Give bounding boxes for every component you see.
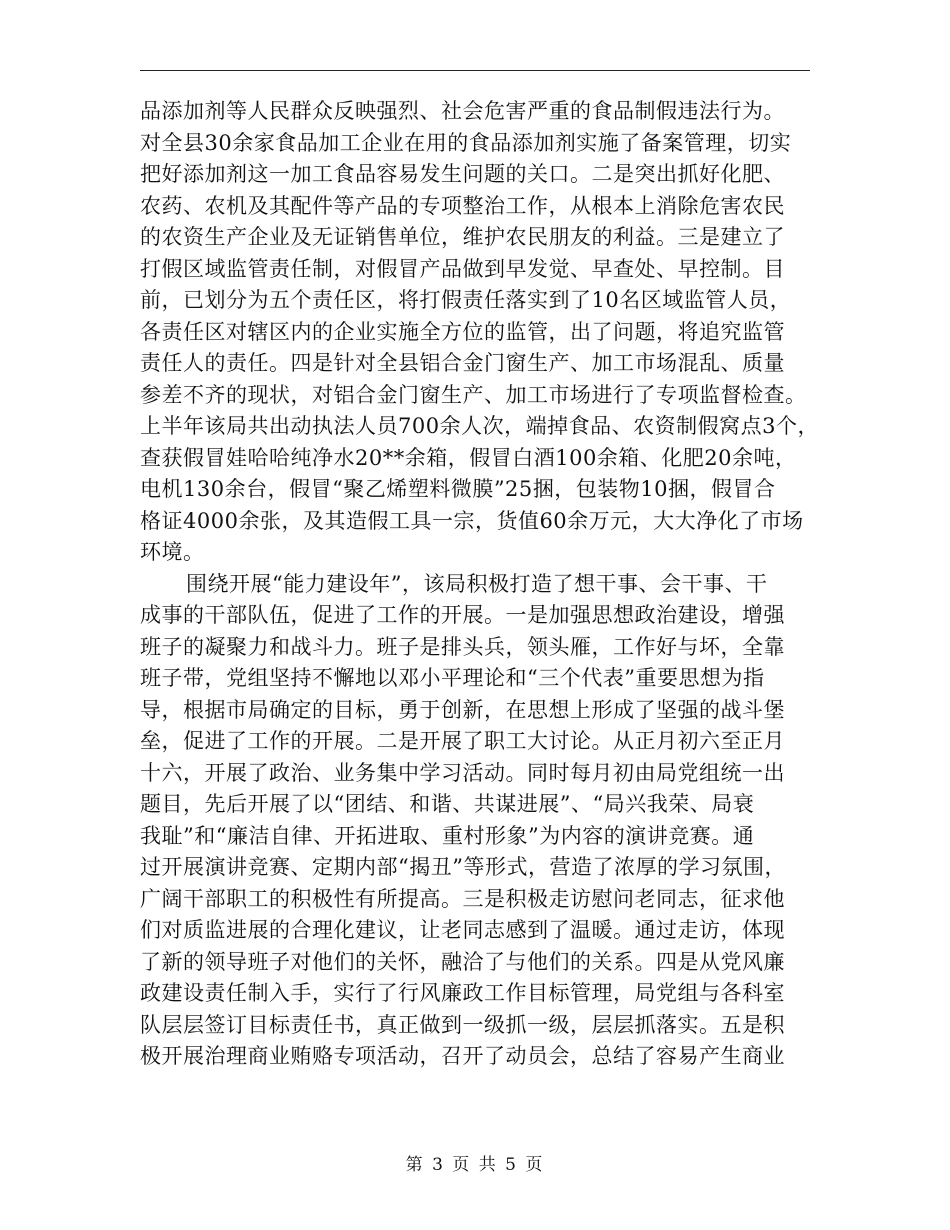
text-line: 成事的干部队伍，促进了工作的开展。一是加强思想政治建设，增强 (140, 603, 785, 627)
text-line: 班子的凝聚力和战斗力。班子是排头兵，领头雁，工作好与坏，全靠 (140, 634, 785, 659)
text-line: 各责任区对辖区内的企业实施全方位的监管，出了问题，将追究监管 (140, 319, 785, 344)
text-line: 品添加剂等人民群众反映强烈、社会危害严重的食品制假违法行为。 (140, 99, 785, 123)
text-line: 农药、农机及其配件等产品的专项整治工作，从根本上消除危害农民 (140, 193, 785, 218)
text-line: 查获假冒娃哈哈纯净水20**余箱，假冒白酒100余箱、化肥20余吨， (140, 445, 797, 470)
header-rule (140, 70, 810, 71)
text-line: 垒，促进了工作的开展。二是开展了职工大讨论。从正月初六至正月 (140, 729, 785, 753)
paragraph-2 (140, 569, 830, 1073)
text-line: 打假区域监管责任制，对假冒产品做到早发觉、早查处、早控制。目 (140, 256, 785, 281)
text-line: 对全县30余家食品加工企业在用的食品添加剂实施了备案管理，切实 (140, 130, 792, 155)
text-line: 前，已划分为五个责任区，将打假责任落实到了10名区域监管人员， (140, 288, 792, 312)
text-line: 围绕开展“能力建设年”，该局积极打造了想干事、会干事、干 (186, 571, 768, 596)
text-line: 政建设责任制入手，实行了行风廉政工作目标管理，局党组与各科室 (140, 981, 785, 1005)
page-number-footer: 第 3 页 共 5 页 (405, 1155, 545, 1175)
text-line: 把好添加剂这一加工食品容易发生问题的关口。二是突出抓好化肥、 (140, 162, 785, 186)
text-line: 上半年该局共出动执法人员700余人次，端掉食品、农资制假窝点3个， (140, 414, 819, 438)
text-line: 导，根据市局确定的目标，勇于创新，在思想上形成了坚强的战斗堡 (140, 697, 785, 722)
body-text (140, 96, 830, 1073)
text-line: 电机130余台，假冒“聚乙烯塑料微膜”25捆，包装物10捆，假冒合 (140, 477, 776, 501)
text-line: 参差不齐的现状，对铝合金门窗生产、加工市场进行了专项监督检查。 (140, 382, 807, 407)
text-line: 过开展演讲竞赛、定期内部“揭丑”等形式，营造了浓厚的学习氛围， (140, 855, 786, 879)
text-line: 广阔干部职工的积极性有所提高。三是积极走访慰问老同志，征求他 (140, 886, 785, 911)
text-line: 题目，先后开展了以“团结、和谐、共谋进展”、“局兴我荣、局衰 (140, 792, 755, 816)
text-line: 格证4000余张，及其造假工具一宗，货值60余万元，大大净化了市场 (140, 508, 804, 533)
paragraph-1 (140, 96, 830, 569)
text-line: 的农资生产企业及无证销售单位，维护农民朋友的利益。三是建立了 (140, 225, 785, 249)
text-line: 队层层签订目标责任书，真正做到一级抓一级，层层抓落实。五是积 (140, 1012, 785, 1037)
text-line: 责任人的责任。四是针对全县铝合金门窗生产、加工市场混乱、质量 (140, 351, 785, 375)
text-line: 班子带，党组坚持不懈地以邓小平理论和“三个代表”重要思想为指 (140, 666, 765, 690)
text-line: 我耻”和“廉洁自律、开拓进取、重村形象”为内容的演讲竞赛。通 (140, 823, 755, 848)
text-line: 们对质监进展的合理化建议，让老同志感到了温暖。通过走访，体现 (140, 918, 785, 942)
text-line: 环境。 (140, 540, 205, 564)
text-line: 十六，开展了政治、业务集中学习活动。同时每月初由局党组统一出 (140, 760, 785, 785)
text-line: 极开展治理商业贿赂专项活动，召开了动员会，总结了容易产生商业 (140, 1044, 785, 1068)
text-line: 了新的领导班子对他们的关怀，融洽了与他们的关系。四是从党风廉 (140, 949, 785, 974)
